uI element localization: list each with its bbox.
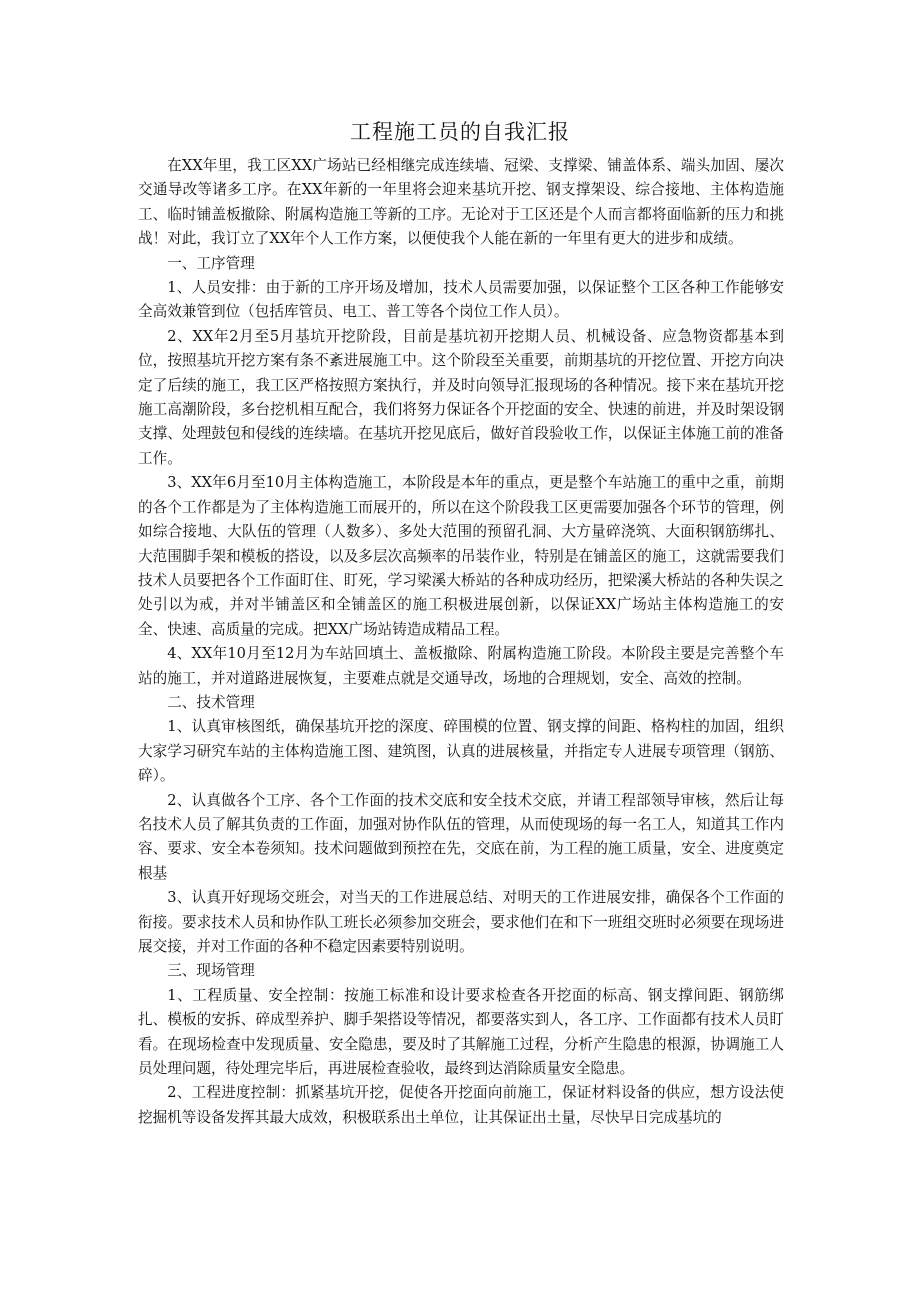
section-heading-process: 一、工序管理: [167, 254, 255, 272]
paragraph: 1、人员安排：由于新的工序开场及增加，技术人员需要加强，以保证整个工区各种工作能够安全高效兼管到位（包括库管员、电工、普工等各个岗位工作人员）。: [138, 279, 784, 321]
paragraph: 2、XX年2月至5月基坑开挖阶段，目前是基坑初开挖期人员、机械设备、应急物资都基本到位，按照基坑开挖方案有条不紊进展施工中。这个阶段至关重要，前期基坑的开挖位置、开挖方向决定了后续的施工，我工区严格按照方案执行，并及时向领导汇报现场的各种情况。接下来在基坑开挖施工高潮阶段，多台挖机相互配合，我们将努力保证各个开挖面的安全、快速的前进，并及时架设钢支撑、处理鼓包和侵线的连续墙。在基坑开挖见底后，做好首段验收工作，以保证主体施工前的准备工作。: [138, 327, 784, 467]
paragraph: 2、认真做各个工序、各个工作面的技术交底和安全技术交底，并请工程部领导审核，然后让每名技术人员了解其负责的工作面，加强对协作队伍的管理，从而使现场的每一名工人，知道其工作内容、要求、安全本卷须知。技术问题做到预控在先，交底在前，为工程的施工质量，安全、进度奠定根基: [138, 791, 784, 882]
document-title: 工程施工员的自我汇报: [350, 120, 570, 144]
intro-paragraph: 在XX年里，我工区XX广场站已经相继完成连续墙、冠梁、支撑梁、铺盖体系、端头加固、屡次交通导改等诸多工序。在XX年新的一年里将会迎来基坑开挖、钢支撑架设、综合接地、主体构造施工、临时铺盖板撤除、附属构造施工等新的工序。无论对于工区还是个人而言都将面临新的压力和挑战！对此，我订立了XX年个人工作方案，以便使我个人能在新的一年里有更大的进步和成绩。: [138, 157, 784, 248]
paragraph: 1、认真审核图纸，确保基坑开挖的深度、碎围模的位置、钢支撑的间距、格构柱的加固，组织大家学习研究车站的主体构造施工图、建筑图，认真的进展核量，并指定专人进展专项管理（钢筋、碎）。: [138, 718, 784, 785]
paragraph: 4、XX年10月至12月为车站回填土、盖板撤除、附属构造施工阶段。本阶段主要是完善整个车站的施工，并对道路进展恢复，主要难点就是交通导改，场地的合理规划，安全、高效的控制。: [138, 645, 784, 687]
paragraph: 1、工程质量、安全控制：按施工标准和设计要求检查各开挖面的标高、钢支撑间距、钢筋绑扎、模板的安拆、碎成型养护、脚手架搭设等情况，都要落实到人，各工序、工作面都有技术人员盯看。在现场检查中发现质量、安全隐患，要及时了其解施工过程，分析产生隐患的根源，协调施工人员处理问题，待处理完毕后，再进展检查验收，最终到达消除质量安全隐患。: [138, 986, 784, 1078]
paragraph: 3、认真开好现场交班会，对当天的工作进展总结、对明天的工作进展安排，确保各个工作面的衔接。要求技术人员和协作队工班长必须参加交班会，要求他们在和下一班组交班时必须要在现场进展交接，并对工作面的各种不稳定因素要特别说明。: [138, 889, 784, 955]
paragraph: 3、XX年6月至10月主体构造施工，本阶段是本年的重点，更是整个车站施工的重中之重，前期的各个工作都是为了主体构造施工而展开的，所以在这个阶段我工区更需要加强各个环节的管理，例如综合接地、大队伍的管理（人数多）、多处大范围的预留孔洞、大方量碎浇筑、大面积钢筋绑扎、大范围脚手架和模板的搭设，以及多层次高频率的吊装作业，特别是在铺盖区的施工，这就需要我们技术人员要把各个工作面盯住、盯死，学习梁溪大桥站的各种成功经历，把梁溪大桥站的各种失误之处引以为戒，并对半铺盖区和全铺盖区的施工积极进展创新，以保证XX广场站主体构造施工的安全、快速、高质量的完成。把XX广场站铸造成精品工程。: [138, 474, 784, 638]
section-heading-technical: 二、技术管理: [167, 693, 255, 711]
section-heading-site: 三、现场管理: [167, 962, 255, 980]
document-body: [138, 154, 784, 1130]
paragraph: 2、工程进度控制：抓紧基坑开挖，促使各开挖面向前施工，保证材料设备的供应，想方设法使挖掘机等设备发挥其最大成效，积极联系出土单位，让其保证出土量，尽快早日完成基坑的: [138, 1084, 784, 1126]
